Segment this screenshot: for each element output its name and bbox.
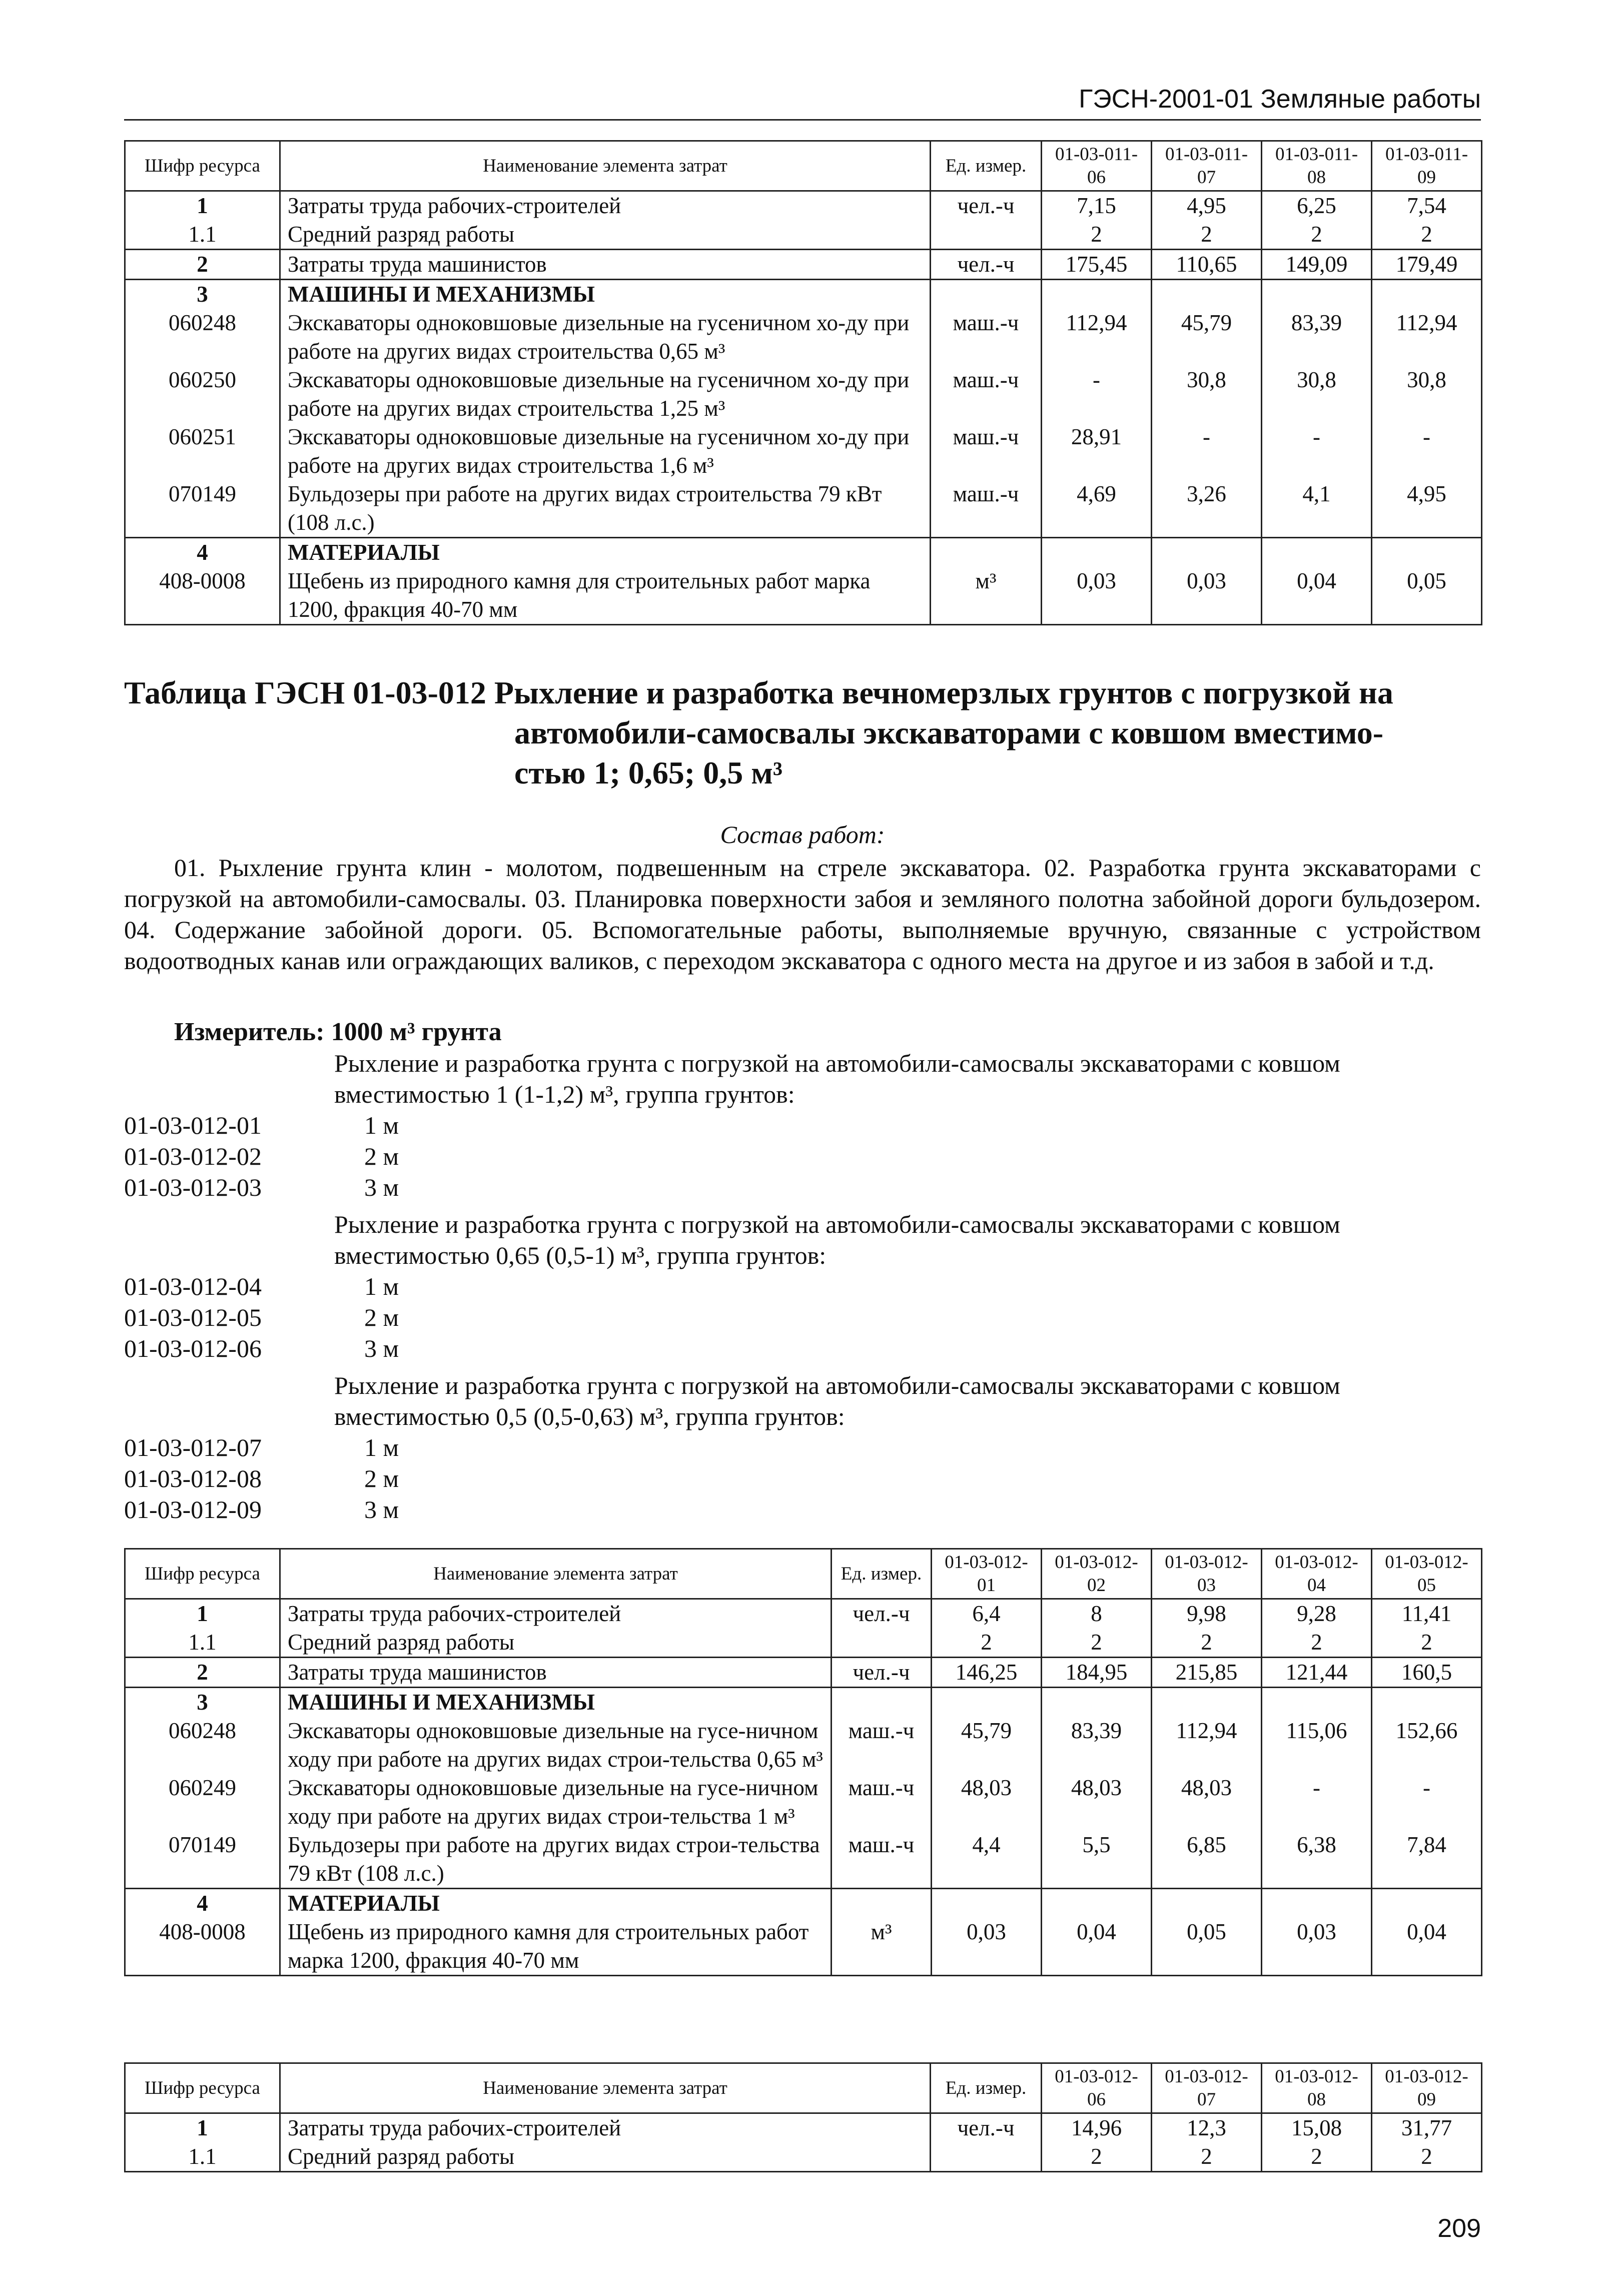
table-row: 1 Затраты труда рабочих-строителей чел.-ч 14,96 12,3 15,08 31,77: [125, 2113, 1482, 2143]
col-header-norm: 01-03-011-06: [1042, 141, 1152, 191]
table-row: 070149 Бульдозеры при работе на других видах строи-тельства 79 кВт (108 л.с.) маш.-ч 4,4 5,5 6,85 6,38 7,84: [125, 1831, 1482, 1889]
table-row: 4 МАТЕРИАЛЫ: [125, 1889, 1482, 1918]
table-row: 3 МАШИНЫ И МЕХАНИЗМЫ: [125, 1688, 1482, 1717]
col-header-name: Наименование элемента затрат: [280, 2063, 931, 2113]
table-row: 060251 Экскаваторы одноковшовые дизельные на гусеничном хо-ду при работе на других видах строительства 1,6 м³ маш.-ч 28,91 - - -: [125, 423, 1482, 480]
table-row: 3 МАШИНЫ И МЕХАНИЗМЫ: [125, 280, 1482, 309]
list-item: 01-03-012-09 3 м: [124, 1495, 399, 1523]
list-item: 01-03-012-04 1 м: [124, 1272, 399, 1300]
table-row: 408-0008 Щебень из природного камня для строительных работ марка 1200, фракция 40-70 мм м³ 0,03 0,04 0,05 0,03 0,04: [125, 1918, 1482, 1976]
table-row: 070149 Бульдозеры при работе на других видах строительства 79 кВт (108 л.с.) маш.-ч 4,69 3,26 4,1 4,95: [125, 480, 1482, 538]
table-row: 060249 Экскаваторы одноковшовые дизельные на гусе-ничном ходу при работе на других видах строи-тельства 1 м³ маш.-ч 48,03 48,03 48,03 - -: [125, 1774, 1482, 1831]
running-header: ГЭСН-2001-01 Земляные работы: [124, 84, 1481, 121]
col-header-norm: 01-03-012-01: [932, 1549, 1042, 1599]
table-row: 060248 Экскаваторы одноковшовые дизельные на гусе-ничном ходу при работе на других видах строи-тельства 0,65 м³ маш.-ч 45,79 83,39 112,94 115,06 152,66: [125, 1717, 1482, 1774]
norm-group: [124, 1370, 1481, 1525]
col-header-name: Наименование элемента затрат: [280, 1549, 832, 1599]
table-row: 2 Затраты труда машинистов чел.-ч 146,25 184,95 215,85 121,44 160,5: [125, 1658, 1482, 1688]
resource-table-012-part2: [124, 2062, 1482, 2172]
table-row: 4 МАТЕРИАЛЫ: [125, 538, 1482, 567]
col-header-code: Шифр ресурса: [125, 141, 280, 191]
meter-line: Измеритель: 1000 м³ грунта: [174, 1018, 502, 1046]
list-item: 01-03-012-06 3 м: [124, 1334, 399, 1362]
list-item: 01-03-012-07 1 м: [124, 1433, 399, 1461]
col-header-code: Шифр ресурса: [125, 1549, 280, 1599]
table-row: 1.1 Средний разряд работы 2 2 2 2 2: [125, 1628, 1482, 1658]
table-row: 060248 Экскаваторы одноковшовые дизельные на гусеничном хо-ду при работе на других видах строительства 0,65 м³ маш.-ч 112,94 45,79 83,39 112,94: [125, 309, 1482, 366]
col-header-norm: 01-03-012-09: [1372, 2063, 1482, 2113]
col-header-unit: Ед. измер.: [931, 141, 1042, 191]
table-row: 1.1 Средний разряд работы 2 2 2 2: [125, 2142, 1482, 2172]
col-header-norm: 01-03-011-08: [1262, 141, 1372, 191]
table-row: 1 Затраты труда рабочих-строителей чел.-ч 7,15 4,95 6,25 7,54: [125, 191, 1482, 221]
page-number: 209: [1437, 2214, 1481, 2243]
table-title: Таблица ГЭСН 01-03-012 Рыхление и разработка вечномерзлых грунтов с погрузкой на автомобили-самосвалы экскаваторами с ковшом вместимо- стью 1; 0,65; 0,5 м³: [124, 675, 1393, 791]
list-item: 01-03-012-01 1 м: [124, 1111, 399, 1139]
composition-heading: Состав работ:: [720, 821, 885, 849]
col-header-norm: 01-03-011-07: [1152, 141, 1262, 191]
table-row: 1.1 Средний разряд работы 2 2 2 2: [125, 220, 1482, 250]
col-header-norm: 01-03-012-03: [1152, 1549, 1262, 1599]
list-item: 01-03-012-05 2 м: [124, 1303, 399, 1331]
norm-group: [124, 1048, 1481, 1203]
col-header-unit: Ед. измер.: [931, 2063, 1042, 2113]
group-description: Рыхление и разработка грунта с погрузкой на автомобили-самосвалы экскаваторами с ковшом вместимостью 0,65 (0,5-1) м³, группа грунтов:: [334, 1210, 1340, 1269]
col-header-norm: 01-03-012-04: [1262, 1549, 1372, 1599]
list-item: 01-03-012-03 3 м: [124, 1173, 399, 1201]
list-item: 01-03-012-08 2 м: [124, 1464, 399, 1492]
col-header-norm: 01-03-011-09: [1372, 141, 1482, 191]
norm-group: [124, 1209, 1481, 1364]
resource-table-012-part1: [124, 1548, 1482, 1976]
col-header-name: Наименование элемента затрат: [280, 141, 931, 191]
col-header-norm: 01-03-012-08: [1262, 2063, 1372, 2113]
table-row: 060250 Экскаваторы одноковшовые дизельные на гусеничном хо-ду при работе на других видах строительства 1,25 м³ маш.-ч - 30,8 30,8 30,8: [125, 366, 1482, 423]
group-description: Рыхление и разработка грунта с погрузкой на автомобили-самосвалы экскаваторами с ковшом вместимостью 0,5 (0,5-0,63) м³, группа грунтов:: [334, 1371, 1340, 1430]
resource-table-011: [124, 140, 1482, 625]
col-header-norm: 01-03-012-02: [1042, 1549, 1152, 1599]
col-header-code: Шифр ресурса: [125, 2063, 280, 2113]
col-header-norm: 01-03-012-07: [1152, 2063, 1262, 2113]
list-item: 01-03-012-02 2 м: [124, 1142, 399, 1170]
col-header-norm: 01-03-012-06: [1042, 2063, 1152, 2113]
table-row: 2 Затраты труда машинистов чел.-ч 175,45 110,65 149,09 179,49: [125, 250, 1482, 280]
composition-text: 01. Рыхление грунта клин - молотом, подвешенным на стреле экскаватора. 02. Разработка грунта экскаваторами с погрузкой на автомобили-самосвалы. 03. Планировка поверхности забоя и земляного полотна забойной дороги бульдозером. 04. Содержание забойной дороги. 05. Вспомогательные работы, выполняемые вручную, связанные с устройством водоотводных канав или ограждающих валиков, с переходом экскаватора с одного места на другое и из забоя в забой и т.д.: [124, 854, 1481, 975]
group-description: Рыхление и разработка грунта с погрузкой на автомобили-самосвалы экскаваторами с ковшом вместимостью 1 (1-1,2) м³, группа грунтов:: [334, 1049, 1340, 1108]
table-row: 1 Затраты труда рабочих-строителей чел.-ч 6,4 8 9,98 9,28 11,41: [125, 1599, 1482, 1629]
col-header-unit: Ед. измер.: [832, 1549, 932, 1599]
col-header-norm: 01-03-012-05: [1372, 1549, 1482, 1599]
table-row: 408-0008 Щебень из природного камня для строительных работ марка 1200, фракция 40-70 мм м³ 0,03 0,03 0,04 0,05: [125, 567, 1482, 625]
